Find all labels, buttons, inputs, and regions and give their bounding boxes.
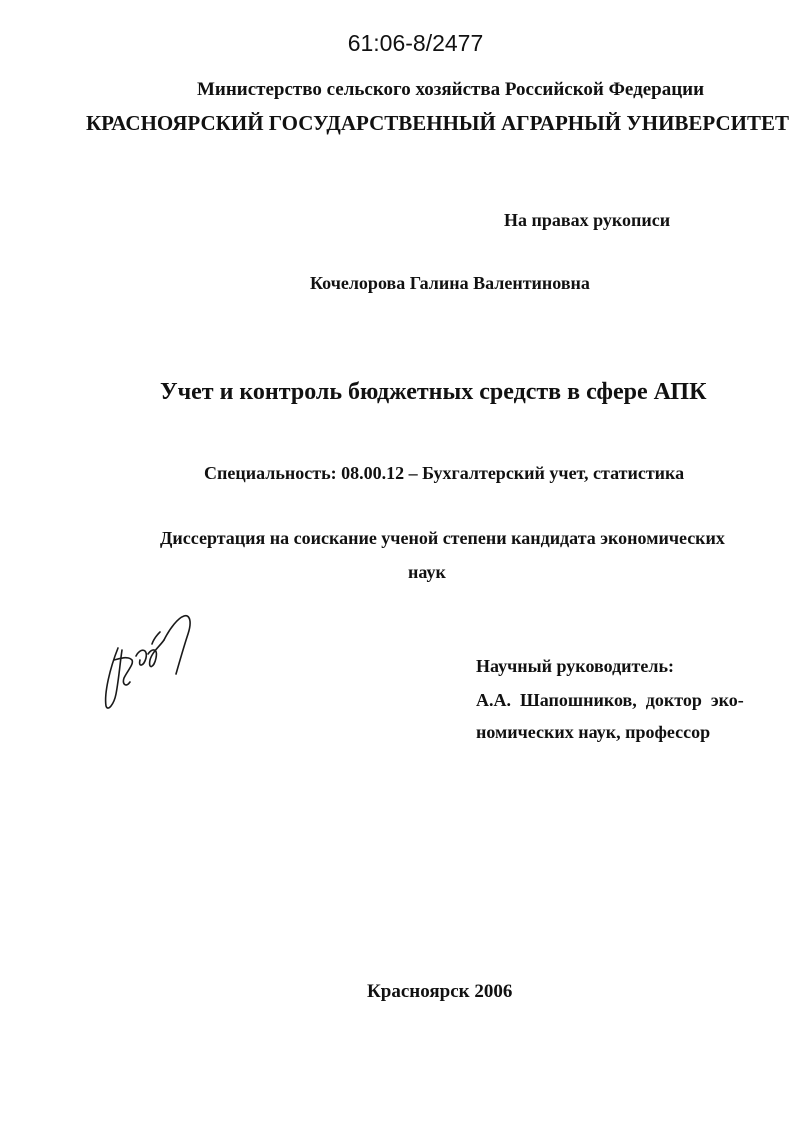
author-name: Кочелорова Галина Валентиновна (310, 273, 590, 293)
handwritten-signature-icon (96, 608, 206, 718)
supervisor-line-2: номических наук, профессор (476, 722, 711, 742)
catalog-number: 61:06-8/2477 (347, 30, 484, 56)
degree-line-1: Диссертация на соискание ученой степени кандидата экономических (160, 528, 725, 548)
supervisor-line-1: А.А. Шапошников, доктор эко- (476, 690, 744, 710)
manuscript-note: На правах рукописи (504, 210, 671, 230)
dissertation-title: Учет и контроль бюджетных средств в сфере АПК (160, 379, 707, 405)
university-name: КРАСНОЯРСКИЙ ГОСУДАРСТВЕННЫЙ АГРАРНЫЙ УНИВЕРСИТЕТ (85, 111, 790, 135)
ministry-name: Министерство сельского хозяйства Российской Федерации (196, 79, 705, 100)
city-year: Красноярск 2006 (367, 981, 513, 1002)
supervisor-label: Научный руководитель: (476, 656, 674, 676)
degree-line-2: наук (408, 562, 446, 582)
specialty-line: Специальность: 08.00.12 – Бухгалтерский учет, статистика (204, 463, 685, 483)
